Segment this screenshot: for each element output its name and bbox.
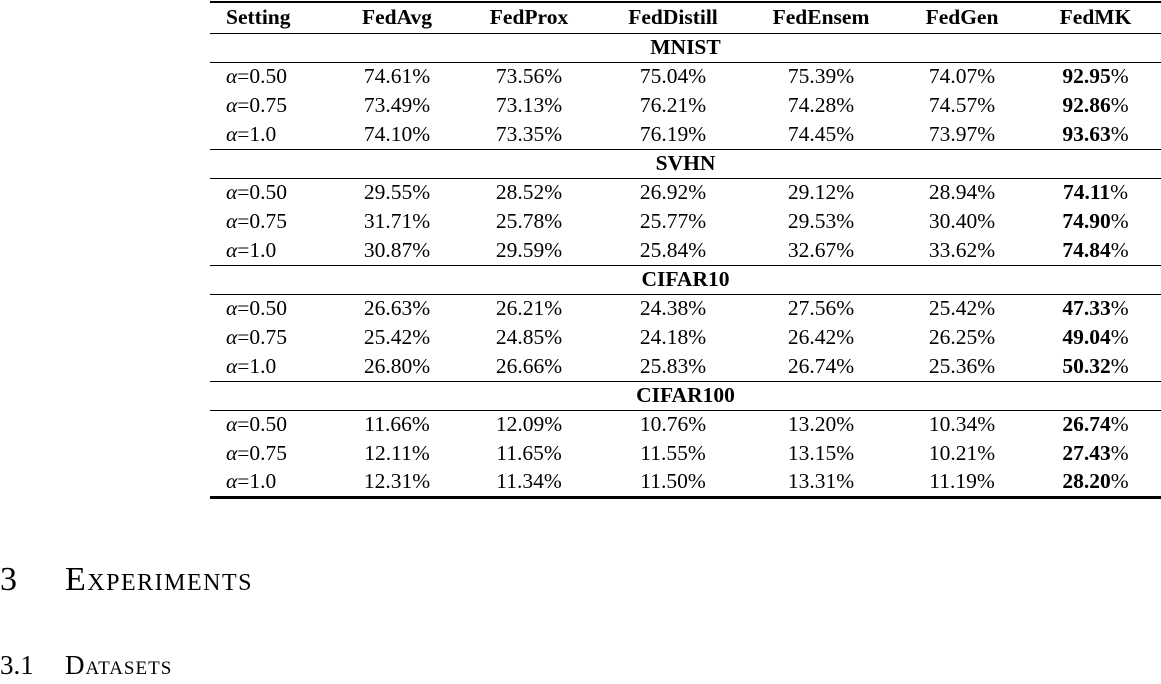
value-cell: 28.94% xyxy=(928,180,996,205)
dataset-label-row xyxy=(210,265,1161,294)
value-cell: 24.38% xyxy=(639,296,707,321)
table-row xyxy=(210,207,1161,236)
alpha-symbol: α xyxy=(226,121,238,146)
value-cell: 74.28% xyxy=(787,93,855,117)
value-cell: 27.56% xyxy=(787,296,855,321)
value-cell: 74.10% xyxy=(363,121,431,146)
alpha-symbol: α xyxy=(226,209,238,233)
value-cell: 26.74% xyxy=(787,353,855,378)
results-table-header xyxy=(210,2,1161,33)
setting-cell: α=0.75 xyxy=(226,325,288,349)
value-cell: 73.49% xyxy=(363,93,431,117)
results-table-body xyxy=(210,33,1161,497)
value-cell: 25.84% xyxy=(639,237,707,262)
value-cell: 25.83% xyxy=(639,353,707,378)
setting-cell: α=0.50 xyxy=(226,412,288,437)
value-cell: 73.35% xyxy=(495,121,563,146)
subsection-title: Datasets xyxy=(65,650,173,680)
value-cell: 26.92% xyxy=(639,180,707,205)
value-cell: 74.57% xyxy=(928,93,996,117)
value-cell: 29.55% xyxy=(363,180,431,205)
value-cell: 25.77% xyxy=(639,209,707,233)
setting-cell: α=0.50 xyxy=(226,180,288,205)
column-header-fedavg: FedAvg xyxy=(334,2,460,33)
value-cell: 29.12% xyxy=(787,180,855,205)
value-cell: 11.34% xyxy=(496,469,562,494)
value-cell: 25.36% xyxy=(928,353,996,378)
value-cell: 73.97% xyxy=(928,121,996,146)
table-row xyxy=(210,323,1161,352)
value-cell: 25.78% xyxy=(495,209,563,233)
value-cell: 26.21% xyxy=(495,296,563,321)
table-row xyxy=(210,294,1161,323)
value-cell: 25.42% xyxy=(363,325,431,349)
table-row xyxy=(210,91,1161,120)
setting-cell: α=0.75 xyxy=(226,209,288,233)
value-cell: 12.31% xyxy=(363,469,431,494)
value-cell: 74.11% xyxy=(1062,180,1129,205)
alpha-symbol: α xyxy=(226,325,238,349)
subsection-number: 3.1 xyxy=(0,650,34,680)
value-cell: 28.52% xyxy=(495,180,563,205)
value-cell: 25.42% xyxy=(928,296,996,321)
table-row xyxy=(210,178,1161,207)
value-cell: 74.84% xyxy=(1062,237,1129,262)
setting-cell: α=0.50 xyxy=(226,296,288,321)
alpha-symbol: α xyxy=(226,441,238,465)
value-cell: 33.62% xyxy=(928,237,996,262)
value-cell: 75.39% xyxy=(787,64,855,89)
alpha-symbol: α xyxy=(226,296,238,321)
value-cell: 13.15% xyxy=(787,441,855,465)
table-row xyxy=(210,439,1161,468)
value-cell: 76.21% xyxy=(639,93,707,117)
value-cell: 10.34% xyxy=(928,412,996,437)
dataset-label-row xyxy=(210,149,1161,178)
section-heading xyxy=(0,562,253,598)
alpha-symbol: α xyxy=(226,180,238,205)
value-cell: 26.63% xyxy=(363,296,431,321)
value-cell: 11.55% xyxy=(640,441,706,465)
dataset-label-row xyxy=(210,33,1161,62)
alpha-symbol: α xyxy=(226,353,238,378)
table-row xyxy=(210,468,1161,497)
value-cell: 26.74% xyxy=(1062,412,1129,437)
value-cell: 13.31% xyxy=(787,469,855,494)
alpha-symbol: α xyxy=(226,64,238,89)
value-cell: 29.53% xyxy=(787,209,855,233)
value-cell: 73.56% xyxy=(495,64,563,89)
value-cell: 73.13% xyxy=(495,93,563,117)
section-title: Experiments xyxy=(65,561,253,598)
value-cell: 26.25% xyxy=(928,325,996,349)
value-cell: 50.32% xyxy=(1062,353,1129,378)
value-cell: 26.66% xyxy=(495,353,563,378)
value-cell: 49.04% xyxy=(1062,325,1129,349)
value-cell: 74.45% xyxy=(787,121,855,146)
column-header-fedgen: FedGen xyxy=(894,2,1030,33)
table-row xyxy=(210,410,1161,439)
value-cell: 10.76% xyxy=(639,412,707,437)
value-cell: 29.59% xyxy=(495,237,563,262)
value-cell: 26.80% xyxy=(363,353,431,378)
column-header-fedprox: FedProx xyxy=(460,2,598,33)
setting-cell: α=1.0 xyxy=(226,121,277,146)
dataset-label-row xyxy=(210,381,1161,410)
value-cell: 24.85% xyxy=(495,325,563,349)
column-header-feddistill: FedDistill xyxy=(598,2,748,33)
value-cell: 30.87% xyxy=(363,237,431,262)
value-cell: 92.95% xyxy=(1062,64,1129,89)
value-cell: 75.04% xyxy=(639,64,707,89)
column-header-fedmk: FedMK xyxy=(1030,2,1161,33)
alpha-symbol: α xyxy=(226,469,238,494)
setting-cell: α=1.0 xyxy=(226,469,277,494)
dataset-label: CIFAR100 xyxy=(210,381,1161,410)
value-cell: 32.67% xyxy=(787,237,855,262)
alpha-symbol: α xyxy=(226,412,238,437)
table-row xyxy=(210,236,1161,265)
dataset-label: MNIST xyxy=(210,33,1161,62)
column-header-setting: Setting xyxy=(210,2,334,33)
value-cell: 24.18% xyxy=(639,325,707,349)
setting-cell: α=0.75 xyxy=(226,93,288,117)
setting-cell: α=1.0 xyxy=(226,353,277,378)
value-cell: 74.61% xyxy=(363,64,431,89)
section-number: 3 xyxy=(0,561,17,598)
value-cell: 28.20% xyxy=(1062,469,1129,494)
value-cell: 93.63% xyxy=(1062,121,1129,146)
value-cell: 31.71% xyxy=(363,209,431,233)
column-header-fedensem: FedEnsem xyxy=(748,2,894,33)
setting-cell: α=0.75 xyxy=(226,441,288,465)
value-cell: 12.09% xyxy=(495,412,563,437)
subsection-heading xyxy=(0,651,172,679)
value-cell: 74.07% xyxy=(928,64,996,89)
value-cell: 30.40% xyxy=(928,209,996,233)
alpha-symbol: α xyxy=(226,237,238,262)
setting-cell: α=0.50 xyxy=(226,64,288,89)
table-row xyxy=(210,62,1161,91)
results-table xyxy=(210,1,1161,499)
value-cell: 74.90% xyxy=(1062,209,1129,233)
value-cell: 10.21% xyxy=(928,441,996,465)
table-row xyxy=(210,120,1161,149)
setting-cell: α=1.0 xyxy=(226,237,277,262)
value-cell: 92.86% xyxy=(1062,93,1129,117)
value-cell: 12.11% xyxy=(364,441,430,465)
value-cell: 47.33% xyxy=(1062,296,1129,321)
value-cell: 26.42% xyxy=(787,325,855,349)
value-cell: 27.43% xyxy=(1062,441,1129,465)
dataset-label: CIFAR10 xyxy=(210,265,1161,294)
dataset-label: SVHN xyxy=(210,149,1161,178)
value-cell: 76.19% xyxy=(639,121,707,146)
value-cell: 13.20% xyxy=(787,412,855,437)
header-row xyxy=(210,2,1161,33)
value-cell: 11.66% xyxy=(364,412,430,437)
value-cell: 11.50% xyxy=(640,469,706,494)
value-cell: 11.65% xyxy=(496,441,562,465)
value-cell: 11.19% xyxy=(929,469,995,494)
table-row xyxy=(210,352,1161,381)
alpha-symbol: α xyxy=(226,93,238,117)
